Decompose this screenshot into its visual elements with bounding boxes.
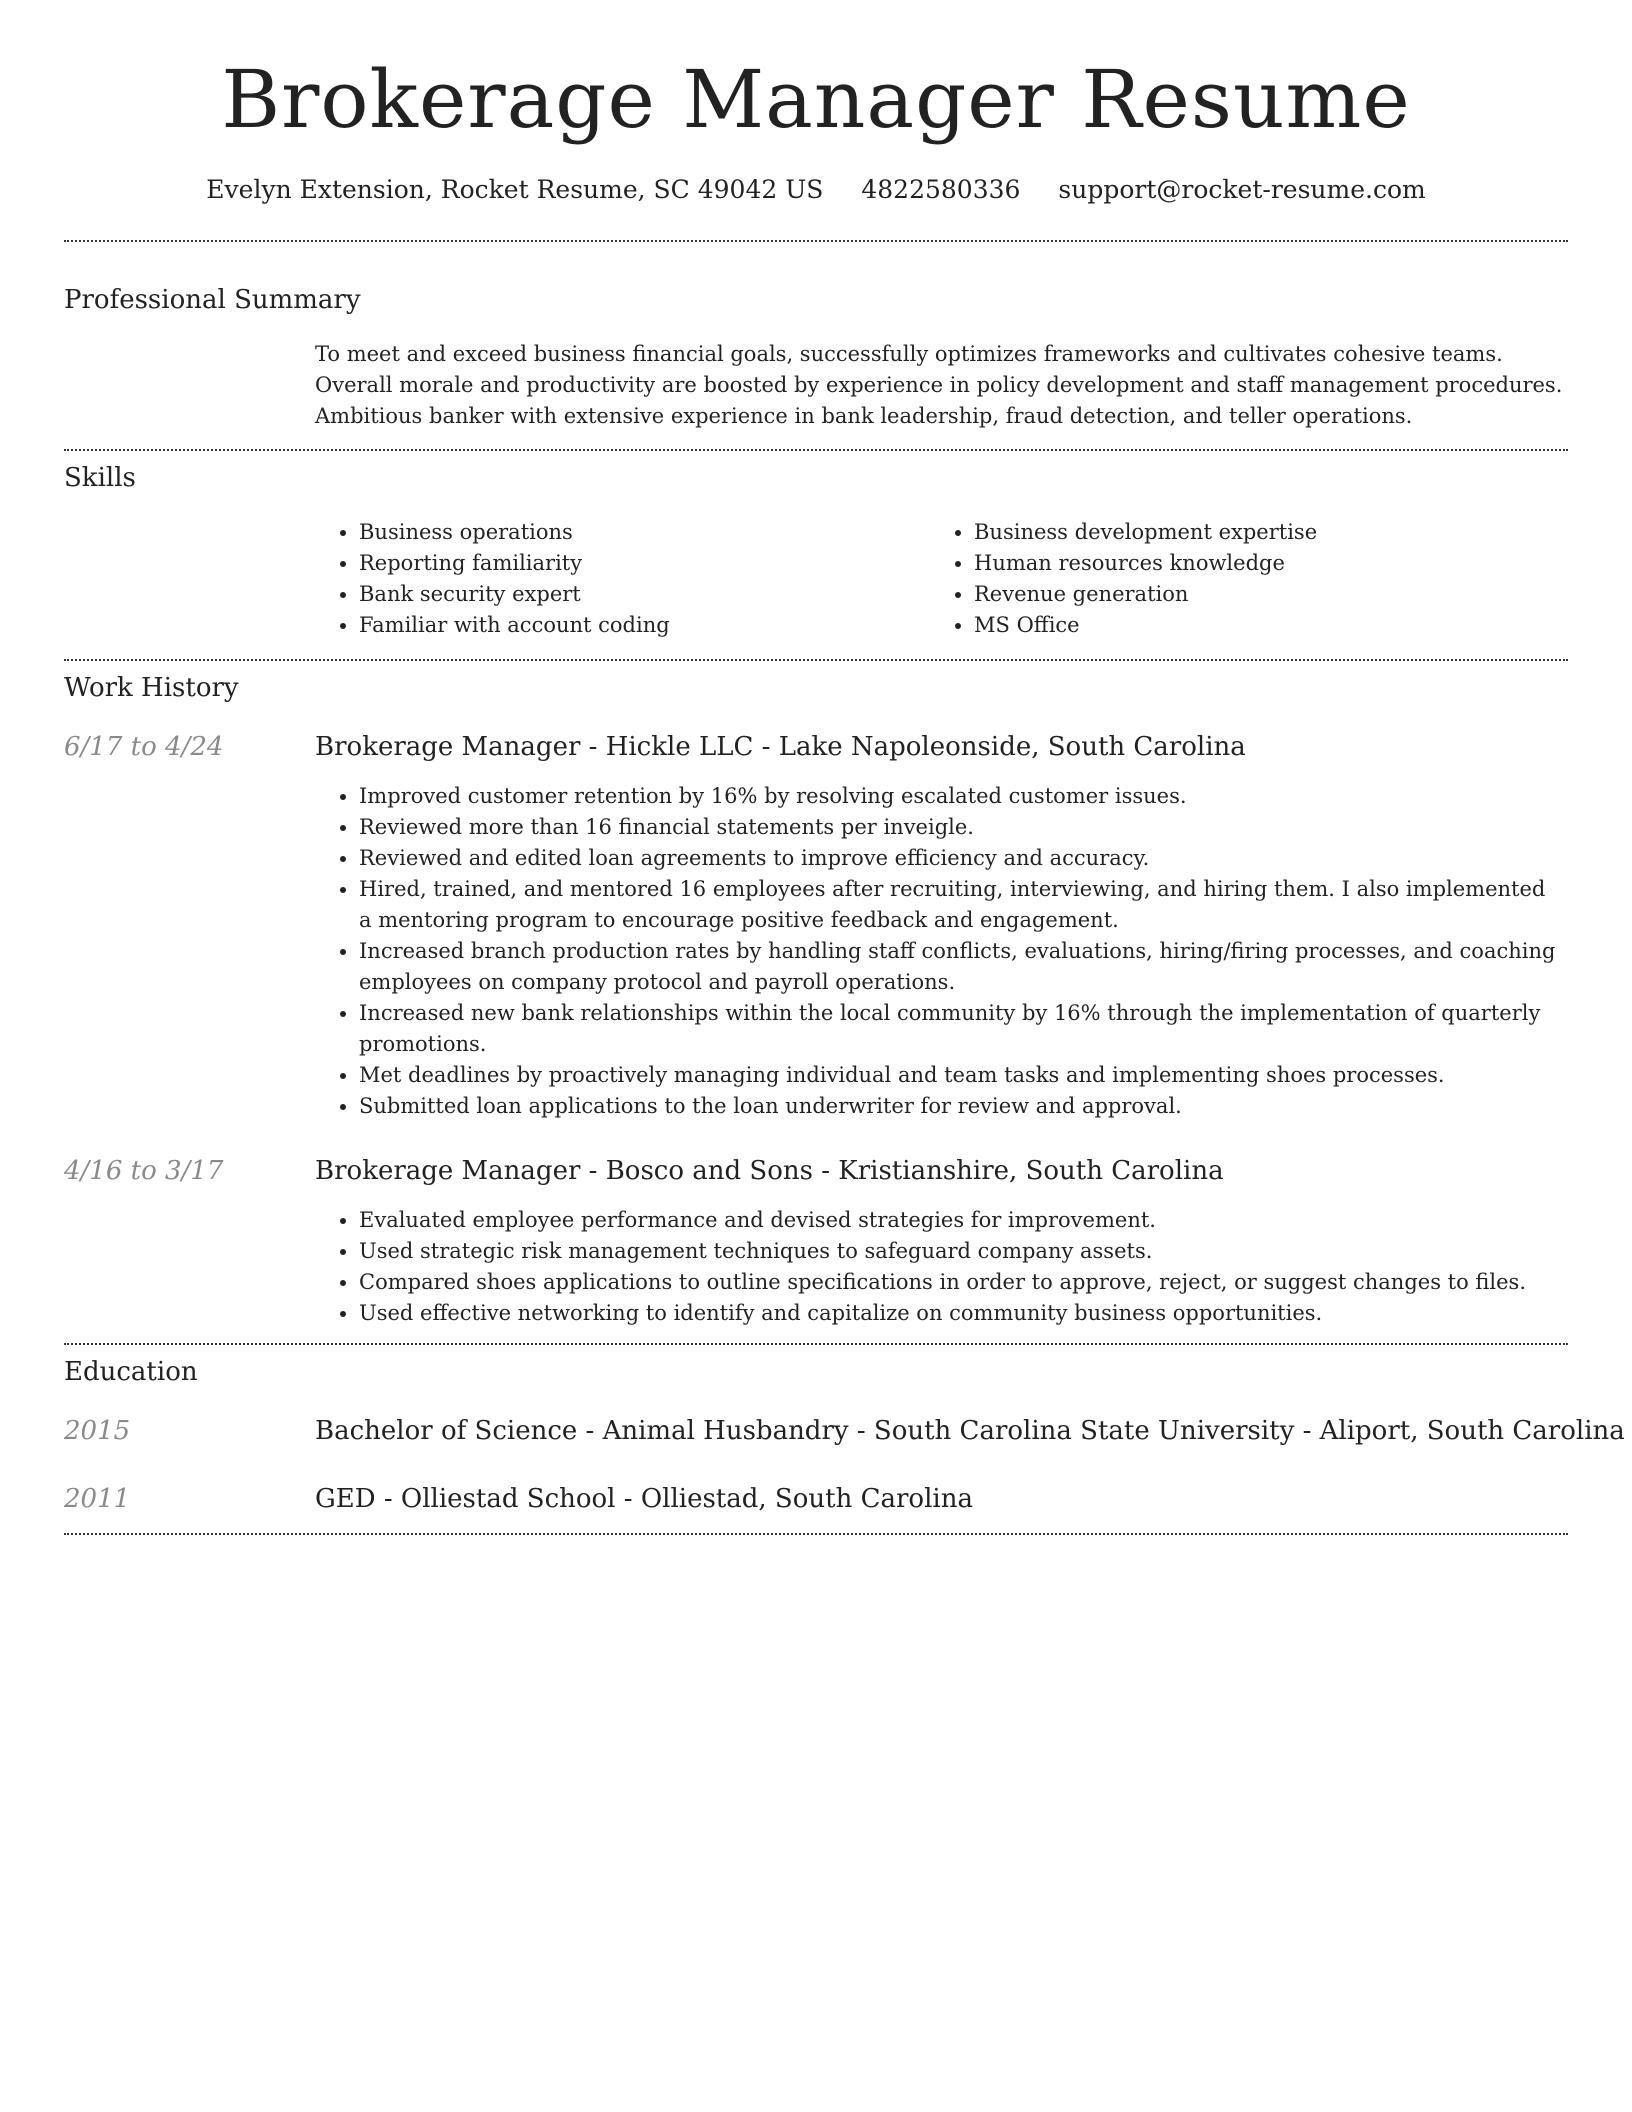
job-bullet: • Improved customer retention by 16% by resolving escalated customer issues.: [359, 781, 1560, 812]
education-entry: GED - Olliestad School - Olliestad, South Carolina: [315, 1484, 973, 1514]
work-heading: Work History: [64, 673, 239, 703]
section-divider: [64, 1343, 1568, 1345]
resume-title: Brokerage Manager Resume: [221, 53, 1411, 146]
skill-item: • Business operations: [359, 517, 915, 548]
contact-email: support@rocket-resume.com: [1058, 175, 1426, 204]
education-year: 2015: [64, 1416, 131, 1446]
section-divider: [64, 659, 1568, 661]
job-bullet: • Submitted loan applications to the loan underwriter for review and approval.: [359, 1091, 1560, 1122]
education-heading: Education: [64, 1357, 198, 1387]
skill-item: • Human resources knowledge: [974, 548, 1530, 579]
job-title: Brokerage Manager - Bosco and Sons - Kristianshire, South Carolina: [315, 1156, 1224, 1186]
job-bullets: [315, 781, 1560, 1122]
skill-item: • Familiar with account coding: [359, 610, 915, 641]
skills-column-left: [315, 517, 915, 641]
job-bullet: • Compared shoes applications to outline specifications in order to approve, reject, or suggest changes to files.: [359, 1267, 1560, 1298]
section-divider: [64, 449, 1568, 451]
job-bullets: [315, 1205, 1560, 1329]
skill-item: • Reporting familiarity: [359, 548, 915, 579]
skill-item: • Business development expertise: [974, 517, 1530, 548]
education-year: 2011: [64, 1484, 131, 1514]
summary-text: To meet and exceed business financial goals, successfully optimizes frameworks and cultivates cohesive teams. Overall morale and productivity are boosted by experience in policy development and staff management procedures. Ambitious banker with extensive experience in bank leadership, fraud detection, and teller operations.: [315, 342, 1563, 428]
job-bullet: • Reviewed and edited loan agreements to improve efficiency and accuracy.: [359, 843, 1560, 874]
skill-item: • Bank security expert: [359, 579, 915, 610]
contact-address: Evelyn Extension, Rocket Resume, SC 49042 US: [206, 175, 824, 204]
contact-line: [0, 170, 1632, 210]
job-bullet: • Used strategic risk management techniques to safeguard company assets.: [359, 1236, 1560, 1267]
job-dates: 6/17 to 4/24: [64, 732, 224, 762]
section-divider: [64, 240, 1568, 242]
skills-heading: Skills: [64, 463, 136, 493]
job-title: Brokerage Manager - Hickle LLC - Lake Napoleonside, South Carolina: [315, 732, 1246, 762]
job-bullet: • Increased new bank relationships within the local community by 16% through the implementation of quarterly promotions.: [359, 998, 1560, 1060]
job-bullet: • Hired, trained, and mentored 16 employees after recruiting, interviewing, and hiring them. I also implemented a mentoring program to encourage positive feedback and engagement.: [359, 874, 1560, 936]
job-bullet: • Increased branch production rates by handling staff conflicts, evaluations, hiring/firing processes, and coaching employees on company protocol and payroll operations.: [359, 936, 1560, 998]
contact-phone: 4822580336: [861, 175, 1021, 204]
job-bullet: • Used effective networking to identify and capitalize on community business opportunities.: [359, 1298, 1560, 1329]
job-bullet: • Reviewed more than 16 financial statements per inveigle.: [359, 812, 1560, 843]
section-divider: [64, 1533, 1568, 1535]
summary-heading: Professional Summary: [64, 285, 361, 315]
job-bullet: • Met deadlines by proactively managing individual and team tasks and implementing shoes processes.: [359, 1060, 1560, 1091]
education-entry: Bachelor of Science - Animal Husbandry - South Carolina State University - Aliport, South Carolina: [315, 1416, 1625, 1446]
job-bullet: • Evaluated employee performance and devised strategies for improvement.: [359, 1205, 1560, 1236]
skill-item: • MS Office: [974, 610, 1530, 641]
job-dates: 4/16 to 3/17: [64, 1156, 224, 1186]
skill-item: • Revenue generation: [974, 579, 1530, 610]
skills-column-right: [930, 517, 1530, 641]
